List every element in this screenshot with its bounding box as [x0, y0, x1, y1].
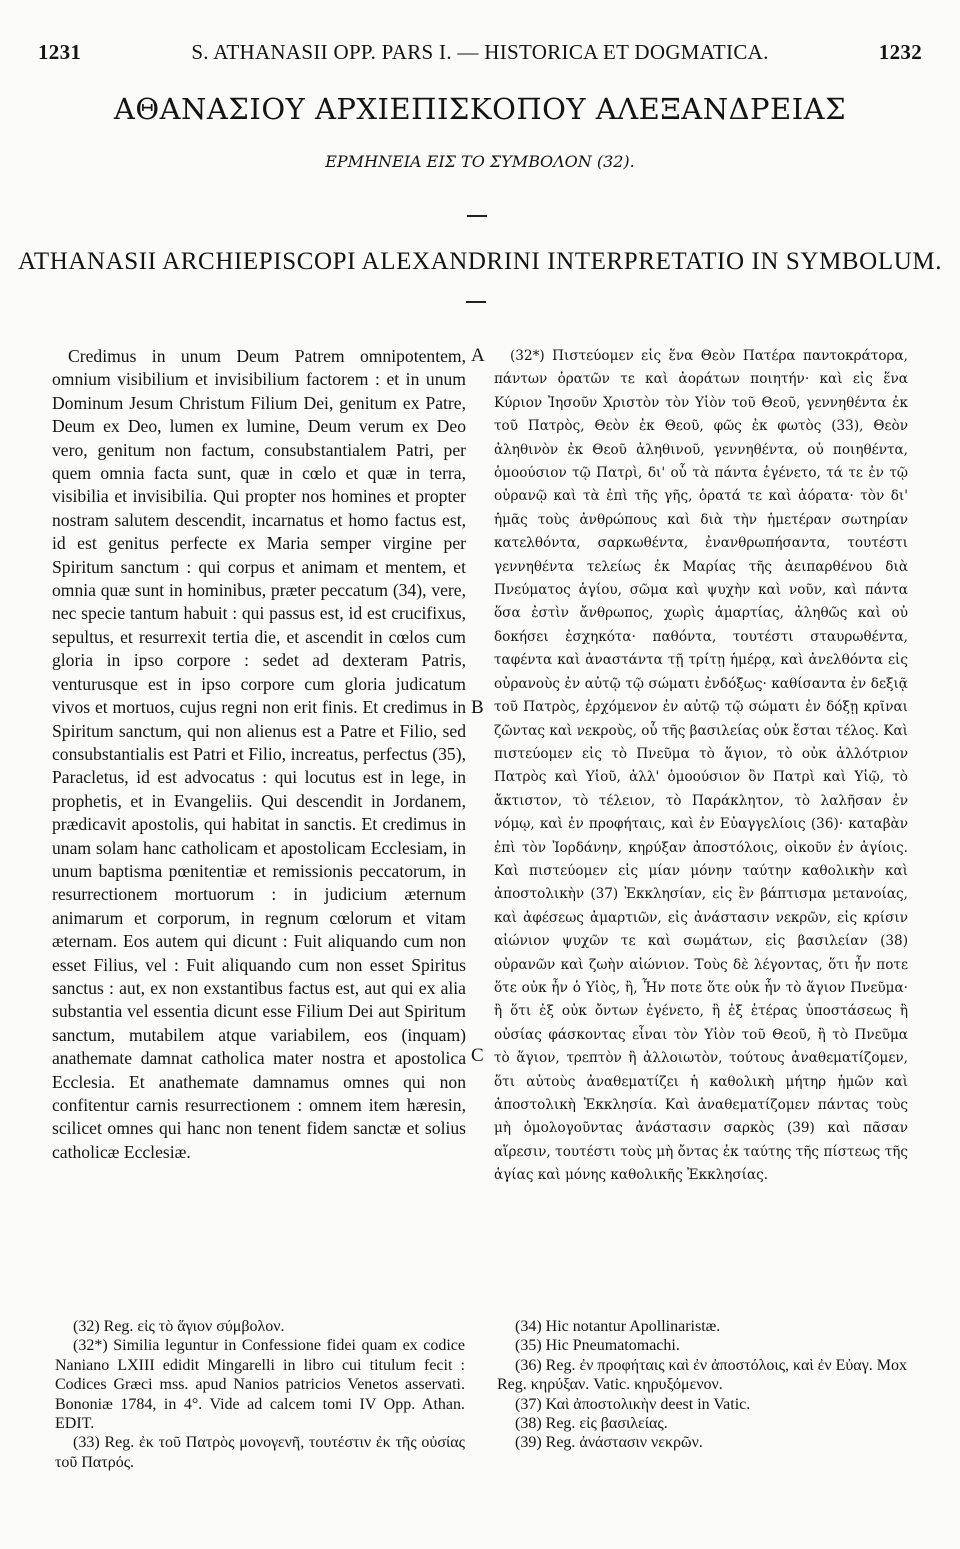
latin-column: [52, 345, 466, 1164]
greek-column: [494, 345, 908, 1188]
section-marker-b: B: [471, 697, 484, 718]
footnotes-left: [55, 1317, 465, 1472]
footnote: (37) Καὶ ἀποστολικὴν deest in Vatic.: [515, 1395, 751, 1413]
footnote: (36) Reg. ἐν προφήταις καὶ ἐν ἀποστόλοις, καὶ ἐν Εὐαγ. Mox Reg. κηρύξαν. Vatic. κηρυξόμενον.: [497, 1356, 907, 1394]
latin-title: ATHANASII ARCHIEPISCOPI ALEXANDRINI INTERPRETATIO IN SYMBOLUM.: [17, 248, 943, 275]
footnote: (32*) Similia leguntur in Confessione fidei quam ex codice Naniano LXIII edidit Mingarelli in libro cui titulum fecit : Codices Græci mss. apud Nanios patricios Venetos asservati. Bononiæ 1784, in 4°. Vide ad calcem tomi IV Opp. Athan. EDIT.: [55, 1337, 465, 1433]
greek-title: ΑΘΑΝΑΣΙΟΥ ΑΡΧΙΕΠΙΣΚΟΠΟΥ ΑΛΕΞΑΝΔΡΕΙΑΣ: [113, 92, 847, 126]
footnote: (35) Hic Pneumatomachi.: [515, 1337, 680, 1355]
title-divider: [467, 215, 487, 217]
page-number-left: 1231: [38, 40, 82, 64]
footnote: (38) Reg. εἰς βασιλείας.: [515, 1415, 668, 1433]
running-title: S. ATHANASII OPP. PARS I. — HISTORICA ET DOGMATICA.: [191, 40, 769, 64]
footnote: (39) Reg. ἀνάστασιν νεκρῶν.: [515, 1434, 703, 1452]
section-marker-c: C: [471, 1045, 484, 1066]
footnote: (33) Reg. ἐκ τοῦ Πατρὸς μονογενῆ, τουτέστιν ἐκ τῆς οὐσίας τοῦ Πατρός.: [55, 1434, 465, 1471]
footnote: (32) Reg. εἰς τὸ ἅγιον σύμβολον.: [73, 1318, 285, 1335]
greek-body-text: (32*) Πιστεύομεν εἰς ἕνα Θεὸν Πατέρα παντοκράτορα, πάντων ὁρατῶν τε καὶ ἀοράτων ποιητήν· καὶ εἰς ἕνα Κύριον Ἰησοῦν Χριστὸν τὸν Υἱὸν τοῦ Θεοῦ, γεννηθέντα ἐκ τοῦ Πατρὸς, Θεὸν ἐκ Θεοῦ, φῶς ἐκ φωτὸς (33), Θεὸν ἀληθινὸν ἐκ Θεοῦ ἀληθινοῦ, γεννηθέντα, οὐ ποιηθέντα, ὁμοούσιον τῷ Πατρὶ, δι' οὗ τὰ πάντα ἐγένετο, τά τε ἐν τῷ οὐρανῷ καὶ τὰ ἐπὶ τῆς γῆς, ὁρατά τε καὶ ἀόρατα· τὸν δι' ἡμᾶς τοὺς ἀνθρώπους καὶ διὰ τὴν ἡμετέραν σωτηρίαν κατελθόντα, σαρκωθέντα, ἐνανθρωπήσαντα, τουτέστι γεννηθέντα τελείως ἐκ Μαρίας τῆς ἀειπαρθένου διὰ Πνεύματος ἁγίου, σῶμα καὶ ψυχὴν καὶ νοῦν, καὶ πάντα ὅσα ἐστὶν ἄνθρωπος, χωρὶς ἁμαρτίας, ἀληθῶς καὶ οὐ δοκήσει ἐσχηκότα· παθόντα, τουτέστι σταυρωθέντα, ταφέντα καὶ ἀναστάντα τῇ τρίτῃ ἡμέρᾳ, καὶ ἀνελθόντα εἰς οὐρανοὺς ἐν αὐτῷ τῷ σώματι ἐνδόξως· καθίσαντα ἐν δεξιᾷ τοῦ Πατρὸς, ἐρχόμενον ἐν αὐτῷ τῷ σώματι ἐν δόξῃ κρῖναι ζῶντας καὶ νεκροὺς, οὗ τῆς βασιλείας οὐκ ἔσται τέλος. Καὶ πιστεύομεν εἰς τὸ Πνεῦμα τὸ ἅγιον, τὸ οὐκ ἀλλότριον Πατρὸς καὶ Υἱοῦ, ἀλλ' ὁμοούσιον ὂν Πατρὶ καὶ Υἱῷ, τὸ ἄκτιστον, τὸ τέλειον, τὸ Παράκλητον, τὸ λαλῆσαν ἐν νόμῳ, καὶ ἐν προφήταις, καὶ ἐν Εὐαγγελίοις (36)· καταβὰν ἐπὶ τὸν Ἰορδάνην, κηρύξαν ἀποστόλοις, οἰκοῦν ἐν ἁγίοις. Καὶ πιστεύομεν εἰς μίαν μόνην ταύτην καθολικὴν καὶ ἀποστολικὴν (37) Ἐκκλησίαν, εἰς ἓν βάπτισμα μετανοίας, καὶ ἀφέσεως ἁμαρτιῶν, εἰς ἀνάστασιν νεκρῶν, εἰς κρίσιν αἰώνιον ψυχῶν τε καὶ σωμάτων, εἰς βασιλείαν (38) οὐρανῶν καὶ ζωὴν αἰώνιον. Τοὺς δὲ λέγοντας, ὅτι ἦν ποτε ὅτε οὐκ ἦν ὁ Υἱὸς, ἢ, Ἦν ποτε ὅτε οὐκ ἦν τὸ ἅγιον Πνεῦμα· ἢ ὅτι ἐξ οὐκ ὄντων ἐγένετο, ἢ ἐξ ἑτέρας ὑποστάσεως ἢ οὐσίας φάσκοντας εἶναι τὸν Υἱὸν τοῦ Θεοῦ, ἢ τὸ Πνεῦμα τὸ ἅγιον, τρεπτὸν ἢ ἀλλοιωτὸν, τούτους ἀναθεματίζομεν, ὅτι αὐτοὺς ἀναθεματίζει ἡ καθολικὴ μήτηρ ἡμῶν καὶ ἀποστολικὴ Ἐκκλησία. Καὶ ἀναθεματίζομεν πάντας τοὺς μὴ ὁμολογοῦντας ἀνάστασιν σαρκὸς (39) καὶ πᾶσαν αἵρεσιν, τουτέστι τοὺς μὴ ὄντας ἐκ ταύτης τῆς πίστεως τῆς ἁγίας καὶ μόνης καθολικῆς Ἐκκλησίας.: [494, 348, 908, 1184]
title-divider: [466, 301, 486, 303]
latin-body-text: Credimus in unum Deum Patrem omnipotentem, omnium visibilium et invisibilium factorem : et in unum Dominum Jesum Christum Filium Dei, genitum ex Patre, Deum ex Deo, lumen ex lumine, Deum verum ex Deo vero, genitum non factum, consubstantialem Patri, per quem omnia facta sunt, quæ in cœlo et quæ in terra, visibilia et invisibilia. Qui propter nos homines et propter nostram salutem descendit, incarnatus et homo factus est, id est genitus perfecte ex Maria semper virgine per Spiritum sanctum : qui corpus et animam et mentem, et omnia quæ sunt in hominibus, præter peccatum (34), vere, nec specie tantum habuit : qui passus est, id est crucifixus, sepultus, et resurrexit tertia die, et ascendit in cœlos cum gloria in ipso corpore : sedet ad dexteram Patris, venturusque est in ipso corpore cum gloria judicatum vivos et mortuos, cujus regni non erit finis. Et credimus in Spiritum sanctum, qui non alienus est a Patre et Filio, sed consubstantialis est Patri et Filio, increatus, perfectus (35), Paracletus, id est advocatus : qui locutus est in lege, in prophetis, et in Evangeliis. Qui descendit in Jordanem, prædicavit apostolis, qui habitat in sanctis. Et credimus in unam solam hanc catholicam et apostolicam Ecclesiam, in unum baptisma pœnitentiæ et remissionis peccatorum, in resurrectionem mortuorum : in judicium æternum animarum et corporum, in regnum cœlorum et vitam æternam. Eos autem qui dicunt : Fuit aliquando cum non esset Filius, vel : Fuit aliquando cum non esset Spiritus sanctus : aut, ex non exstantibus factus est, aut qui ex alia substantia vel essentia dicunt esse Filium Dei aut Spiritum sanctum, mutabilem atque variabilem, eos (inquam) anathemate damnat catholica mater nostra et apostolica Ecclesia. Et anathemate damnamus omnes qui non confitentur carnis resurrectionem : omnem item hæresin, scilicet omnes qui hanc non tenent fidem sanctæ et solius catholicæ Ecclesiæ.: [52, 346, 466, 1162]
page-number-right: 1232: [878, 40, 922, 64]
footnotes-right: [497, 1317, 907, 1453]
section-marker-a: A: [471, 345, 485, 366]
running-header: [38, 40, 922, 64]
greek-subtitle: ΕΡΜΗΝΕΙΑ ΕΙΣ ΤΟ ΣΥΜΒΟΛΟΝ (32).: [325, 152, 635, 171]
footnote: (34) Hic notantur Apollinaristæ.: [515, 1318, 721, 1335]
